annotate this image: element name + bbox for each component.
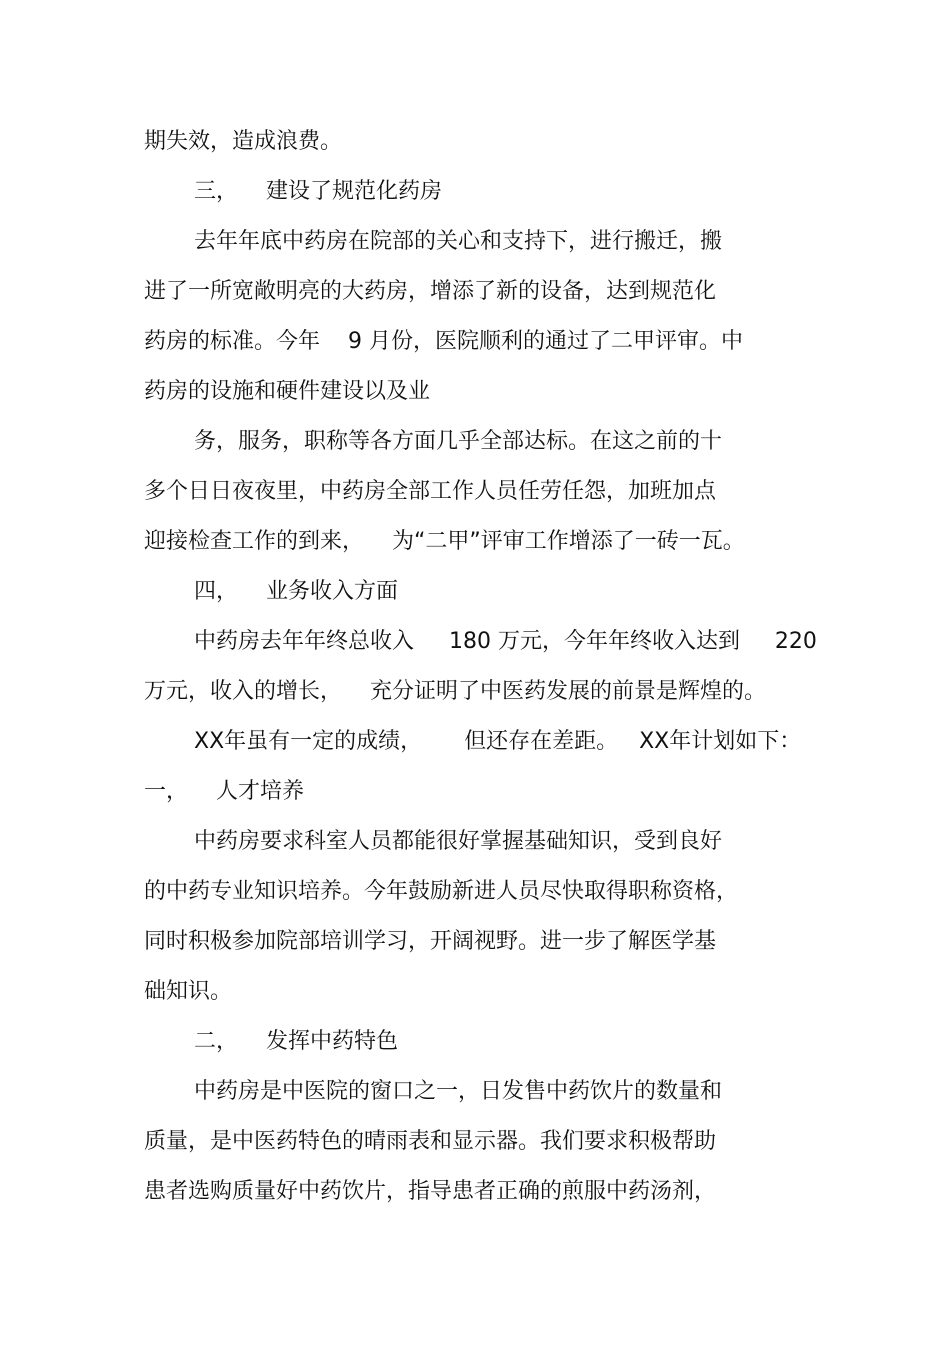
text-line: 期失效，造成浪费。 (144, 129, 343, 154)
text-line: 同时积极参加院部培训学习，开阔视野。进一步了解医学基 (144, 929, 717, 954)
text-line: 中药房去年年终总收入 180 万元，今年年终收入达到 220 (194, 629, 817, 654)
text-line: 去年年底中药房在院部的关心和支持下，进行搬迁，搬 (194, 229, 723, 254)
text-line: 务，服务，职称等各方面几乎全部达标。在这之前的十 (194, 429, 723, 454)
text-line: 患者选购质量好中药饮片，指导患者正确的煎服中药汤剂， (144, 1179, 717, 1204)
text-line: 迎接检查工作的到来， 为“二甲”评审工作增添了一砖一瓦。 (144, 529, 745, 554)
section-heading: 三， 建设了规范化药房 (194, 179, 442, 204)
section-heading: 四， 业务收入方面 (194, 579, 398, 604)
text-line: 的中药专业知识培养。今年鼓励新进人员尽快取得职称资格， (144, 879, 739, 904)
text-line: 进了一所宽敞明亮的大药房，增添了新的设备，达到规范化 (144, 279, 717, 304)
section-heading: 二， 发挥中药特色 (194, 1029, 398, 1054)
text-line: 药房的标准。今年 9 月份，医院顺利的通过了二甲评审。中 (144, 329, 743, 354)
text-line: 中药房是中医院的窗口之一，日发售中药饮片的数量和 (194, 1079, 723, 1104)
text-line: 中药房要求科室人员都能很好掌握基础知识，受到良好 (194, 829, 723, 854)
text-line: XX年虽有一定的成绩， 但还存在差距。 XX年计划如下： (194, 729, 802, 754)
text-line: 质量，是中医药特色的晴雨表和显示器。我们要求积极帮助 (144, 1129, 717, 1154)
text-line: 多个日日夜夜里，中药房全部工作人员任劳任怨，加班加点 (144, 479, 717, 504)
text-line: 础知识。 (144, 979, 233, 1004)
section-heading: 一， 人才培养 (144, 779, 304, 804)
text-line: 药房的设施和硬件建设以及业 (144, 379, 431, 404)
text-line: 万元，收入的增长， 充分证明了中医药发展的前景是辉煌的。 (144, 679, 766, 704)
